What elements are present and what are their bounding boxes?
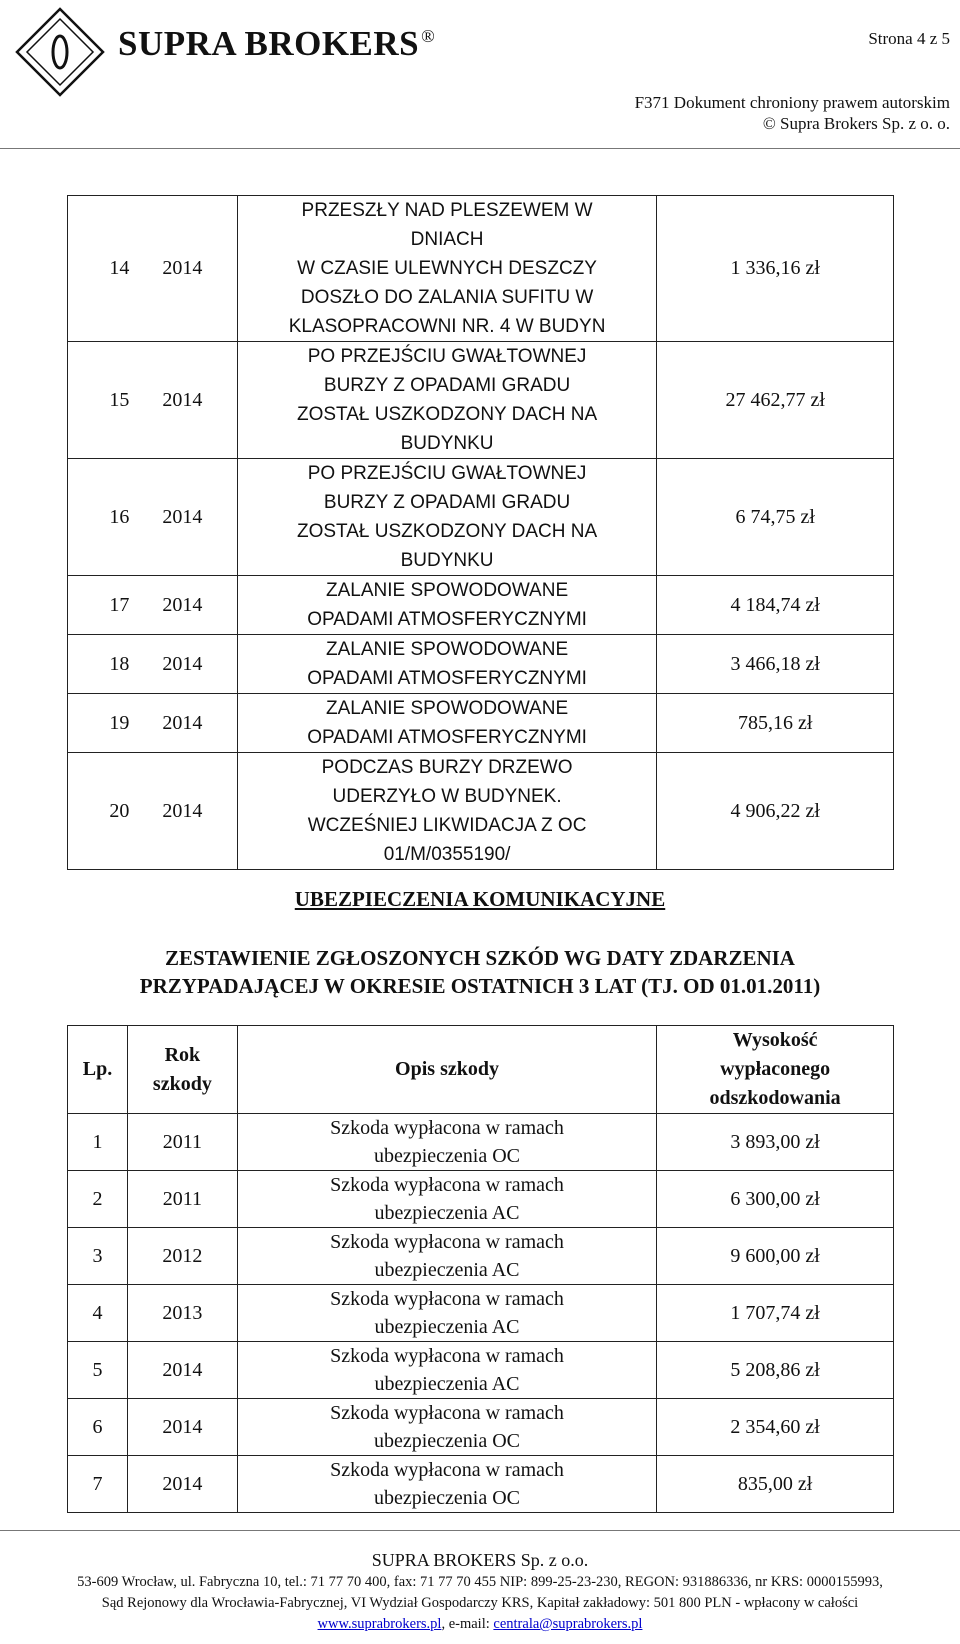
cell-year: 2014 <box>127 1399 237 1456</box>
table-row <box>68 694 894 753</box>
brand-name: SUPRA BROKERS ® <box>118 24 436 63</box>
lp-value: 17 <box>109 593 130 616</box>
year-value: 2014 <box>162 388 203 411</box>
cell-lp-year <box>68 753 238 870</box>
description-line: PO PRZEJŚCIU GWAŁTOWNEJ <box>307 346 587 367</box>
header-description: Opis szkody <box>237 1026 656 1114</box>
description-line: OPADAMI ATMOSFERYCZNYMI <box>307 668 587 689</box>
table-row <box>68 1399 894 1456</box>
summary-heading: ZESTAWIENIE ZGŁOSZONYCH SZKÓD WG DATY ZDARZENIA PRZYPADAJĄCEJ W OKRESIE OSTATNICH 3 LAT (TJ. OD 01.01.2011) <box>139 946 821 998</box>
lp-value: 16 <box>109 505 130 528</box>
description-line: ZALANIE SPOWODOWANE <box>326 639 569 660</box>
description-line: PODCZAS BURZY DRZEWO <box>321 757 573 778</box>
footer-divider <box>0 1530 960 1531</box>
table-row <box>68 1285 894 1342</box>
description-line: ubezpieczenia AC <box>374 1373 520 1395</box>
cell-lp: 6 <box>68 1399 128 1456</box>
cell-description <box>237 1285 656 1342</box>
lp-value: 19 <box>109 711 130 734</box>
description-line: Szkoda wypłacona w ramach <box>330 1117 564 1139</box>
cell-description <box>237 1399 656 1456</box>
description-line: W CZASIE ULEWNYCH DESZCZY <box>297 258 597 279</box>
description-line: OPADAMI ATMOSFERYCZNYMI <box>307 609 587 630</box>
description-line: ubezpieczenia AC <box>374 1316 520 1338</box>
description-line: PO PRZEJŚCIU GWAŁTOWNEJ <box>307 463 587 484</box>
cell-amount: 2 354,60 zł <box>657 1399 894 1456</box>
year-value: 2014 <box>162 711 203 734</box>
description-line: BURZY Z OPADAMI GRADU <box>323 375 571 396</box>
supra-brokers-logo-icon <box>14 6 106 98</box>
cell-lp: 4 <box>68 1285 128 1342</box>
year-value: 2014 <box>162 652 203 675</box>
cell-lp-year <box>68 694 238 753</box>
description-line: 01/M/0355190/ <box>383 844 511 865</box>
table-row <box>68 459 894 576</box>
cell-description <box>237 576 657 635</box>
cell-description <box>237 1228 656 1285</box>
description-line: Szkoda wypłacona w ramach <box>330 1231 564 1253</box>
cell-lp-year <box>68 342 238 459</box>
lp-value: 14 <box>109 257 130 279</box>
table-row <box>68 1114 894 1171</box>
header-divider <box>0 148 960 149</box>
cell-year: 2012 <box>127 1228 237 1285</box>
page-number: Strona 4 z 5 <box>868 29 950 48</box>
description-line: ubezpieczenia AC <box>374 1202 520 1224</box>
cell-description <box>237 342 657 459</box>
footer-contact: www.suprabrokers.pl, e-mail: centrala@suprabrokers.pl <box>317 1616 643 1632</box>
description-line: BURZY Z OPADAMI GRADU <box>323 492 571 513</box>
email-link[interactable]: centrala@suprabrokers.pl <box>493 1616 643 1632</box>
cell-lp-year <box>68 576 238 635</box>
cell-description <box>237 1114 656 1171</box>
claims-table-property <box>67 195 894 870</box>
cell-description <box>237 753 657 870</box>
footer-address: 53-609 Wrocław, ul. Fabryczna 10, tel.: 71 77 70 400, fax: 71 77 70 455 NIP: 899-25-23-230, REGON: 931886336, nr KRS: 0000155993, <box>77 1574 883 1590</box>
lp-value: 18 <box>109 652 130 675</box>
description-line: KLASOPRACOWNI NR. 4 W BUDYN <box>288 316 606 337</box>
description-line: DOSZŁO DO ZALANIA SUFITU W <box>300 287 594 308</box>
page-footer <box>0 1548 960 1635</box>
table-row <box>68 576 894 635</box>
cell-year: 2014 <box>127 1456 237 1513</box>
cell-amount: 1 707,74 zł <box>657 1285 894 1342</box>
cell-description <box>237 1171 656 1228</box>
cell-description <box>237 635 657 694</box>
description-line: Szkoda wypłacona w ramach <box>330 1402 564 1424</box>
description-line: ubezpieczenia OC <box>373 1487 521 1509</box>
table-row <box>68 1171 894 1228</box>
table-row <box>68 196 894 342</box>
description-line: ZOSTAŁ USZKODZONY DACH NA <box>296 404 598 425</box>
description-line: BUDYNKU <box>400 550 494 571</box>
cell-year: 2013 <box>127 1285 237 1342</box>
table-row <box>68 342 894 459</box>
cell-amount: 3 893,00 zł <box>657 1114 894 1171</box>
header-year: Rok szkody <box>127 1026 237 1114</box>
cell-amount: 4 184,74 zł <box>657 576 894 635</box>
year-value: 2014 <box>162 505 203 528</box>
copyright-notice: F371 Dokument chroniony prawem autorskim © Supra Brokers Sp. z o. o. <box>634 93 950 133</box>
cell-lp: 5 <box>68 1342 128 1399</box>
lp-value: 20 <box>109 799 130 822</box>
year-value: 2014 <box>162 257 203 279</box>
footer-company: SUPRA BROKERS Sp. z o.o. <box>371 1550 589 1570</box>
year-value: 2014 <box>162 593 203 616</box>
table-row <box>68 1342 894 1399</box>
cell-description <box>237 1342 656 1399</box>
cell-amount: 6 74,75 zł <box>657 459 894 576</box>
cell-lp: 1 <box>68 1114 128 1171</box>
website-link[interactable]: www.suprabrokers.pl <box>317 1616 442 1632</box>
description-line: Szkoda wypłacona w ramach <box>330 1288 564 1310</box>
cell-lp: 7 <box>68 1456 128 1513</box>
description-line: ZALANIE SPOWODOWANE <box>326 580 569 601</box>
table-row <box>68 1456 894 1513</box>
description-line: ubezpieczenia OC <box>373 1430 521 1452</box>
page-header <box>0 0 960 150</box>
cell-lp-year <box>68 196 238 342</box>
description-line: Szkoda wypłacona w ramach <box>330 1174 564 1196</box>
description-line: WCZEŚNIEJ LIKWIDACJA Z OC <box>307 815 587 836</box>
cell-year: 2011 <box>127 1114 237 1171</box>
description-line: PRZESZŁY NAD PLESZEWEM W <box>301 200 593 221</box>
description-line: UDERZYŁO W BUDYNEK. <box>332 786 562 807</box>
footer-court: Sąd Rejonowy dla Wrocławia-Fabrycznej, VI Wydział Gospodarczy KRS, Kapitał zakładowy: 501 800 PLN - wpłacony w całości <box>101 1595 859 1611</box>
description-line: ZALANIE SPOWODOWANE <box>326 698 569 719</box>
table-row <box>68 753 894 870</box>
cell-amount: 835,00 zł <box>657 1456 894 1513</box>
cell-description <box>237 459 657 576</box>
cell-amount: 27 462,77 zł <box>657 342 894 459</box>
cell-description <box>237 196 657 342</box>
cell-amount: 3 466,18 zł <box>657 635 894 694</box>
table-row <box>68 1228 894 1285</box>
description-line: Szkoda wypłacona w ramach <box>330 1345 564 1367</box>
cell-year: 2011 <box>127 1171 237 1228</box>
cell-amount: 1 336,16 zł <box>657 196 894 342</box>
description-line: DNIACH <box>410 229 484 250</box>
cell-lp: 3 <box>68 1228 128 1285</box>
cell-description <box>237 1456 656 1513</box>
cell-amount: 5 208,86 zł <box>657 1342 894 1399</box>
cell-amount: 4 906,22 zł <box>657 753 894 870</box>
description-line: OPADAMI ATMOSFERYCZNYMI <box>307 727 587 748</box>
description-line: ubezpieczenia OC <box>373 1145 521 1167</box>
cell-amount: 785,16 zł <box>657 694 894 753</box>
lp-value: 15 <box>109 388 130 411</box>
cell-lp-year <box>68 635 238 694</box>
cell-lp: 2 <box>68 1171 128 1228</box>
description-line: ZOSTAŁ USZKODZONY DACH NA <box>296 521 598 542</box>
section-title: UBEZPIECZENIA KOMUNIKACYJNE <box>294 887 666 911</box>
cell-lp-year <box>68 459 238 576</box>
description-line: Szkoda wypłacona w ramach <box>330 1459 564 1481</box>
header-lp: Lp. <box>68 1026 128 1114</box>
cell-year: 2014 <box>127 1342 237 1399</box>
year-value: 2014 <box>162 799 203 822</box>
table-row <box>68 635 894 694</box>
header-amount: Wysokość wypłaconego odszkodowania <box>657 1026 894 1114</box>
cell-description <box>237 694 657 753</box>
cell-amount: 9 600,00 zł <box>657 1228 894 1285</box>
cell-amount: 6 300,00 zł <box>657 1171 894 1228</box>
description-line: BUDYNKU <box>400 433 494 454</box>
table-header-row <box>68 1026 894 1114</box>
claims-table-motor <box>67 1025 894 1513</box>
description-line: ubezpieczenia AC <box>374 1259 520 1281</box>
